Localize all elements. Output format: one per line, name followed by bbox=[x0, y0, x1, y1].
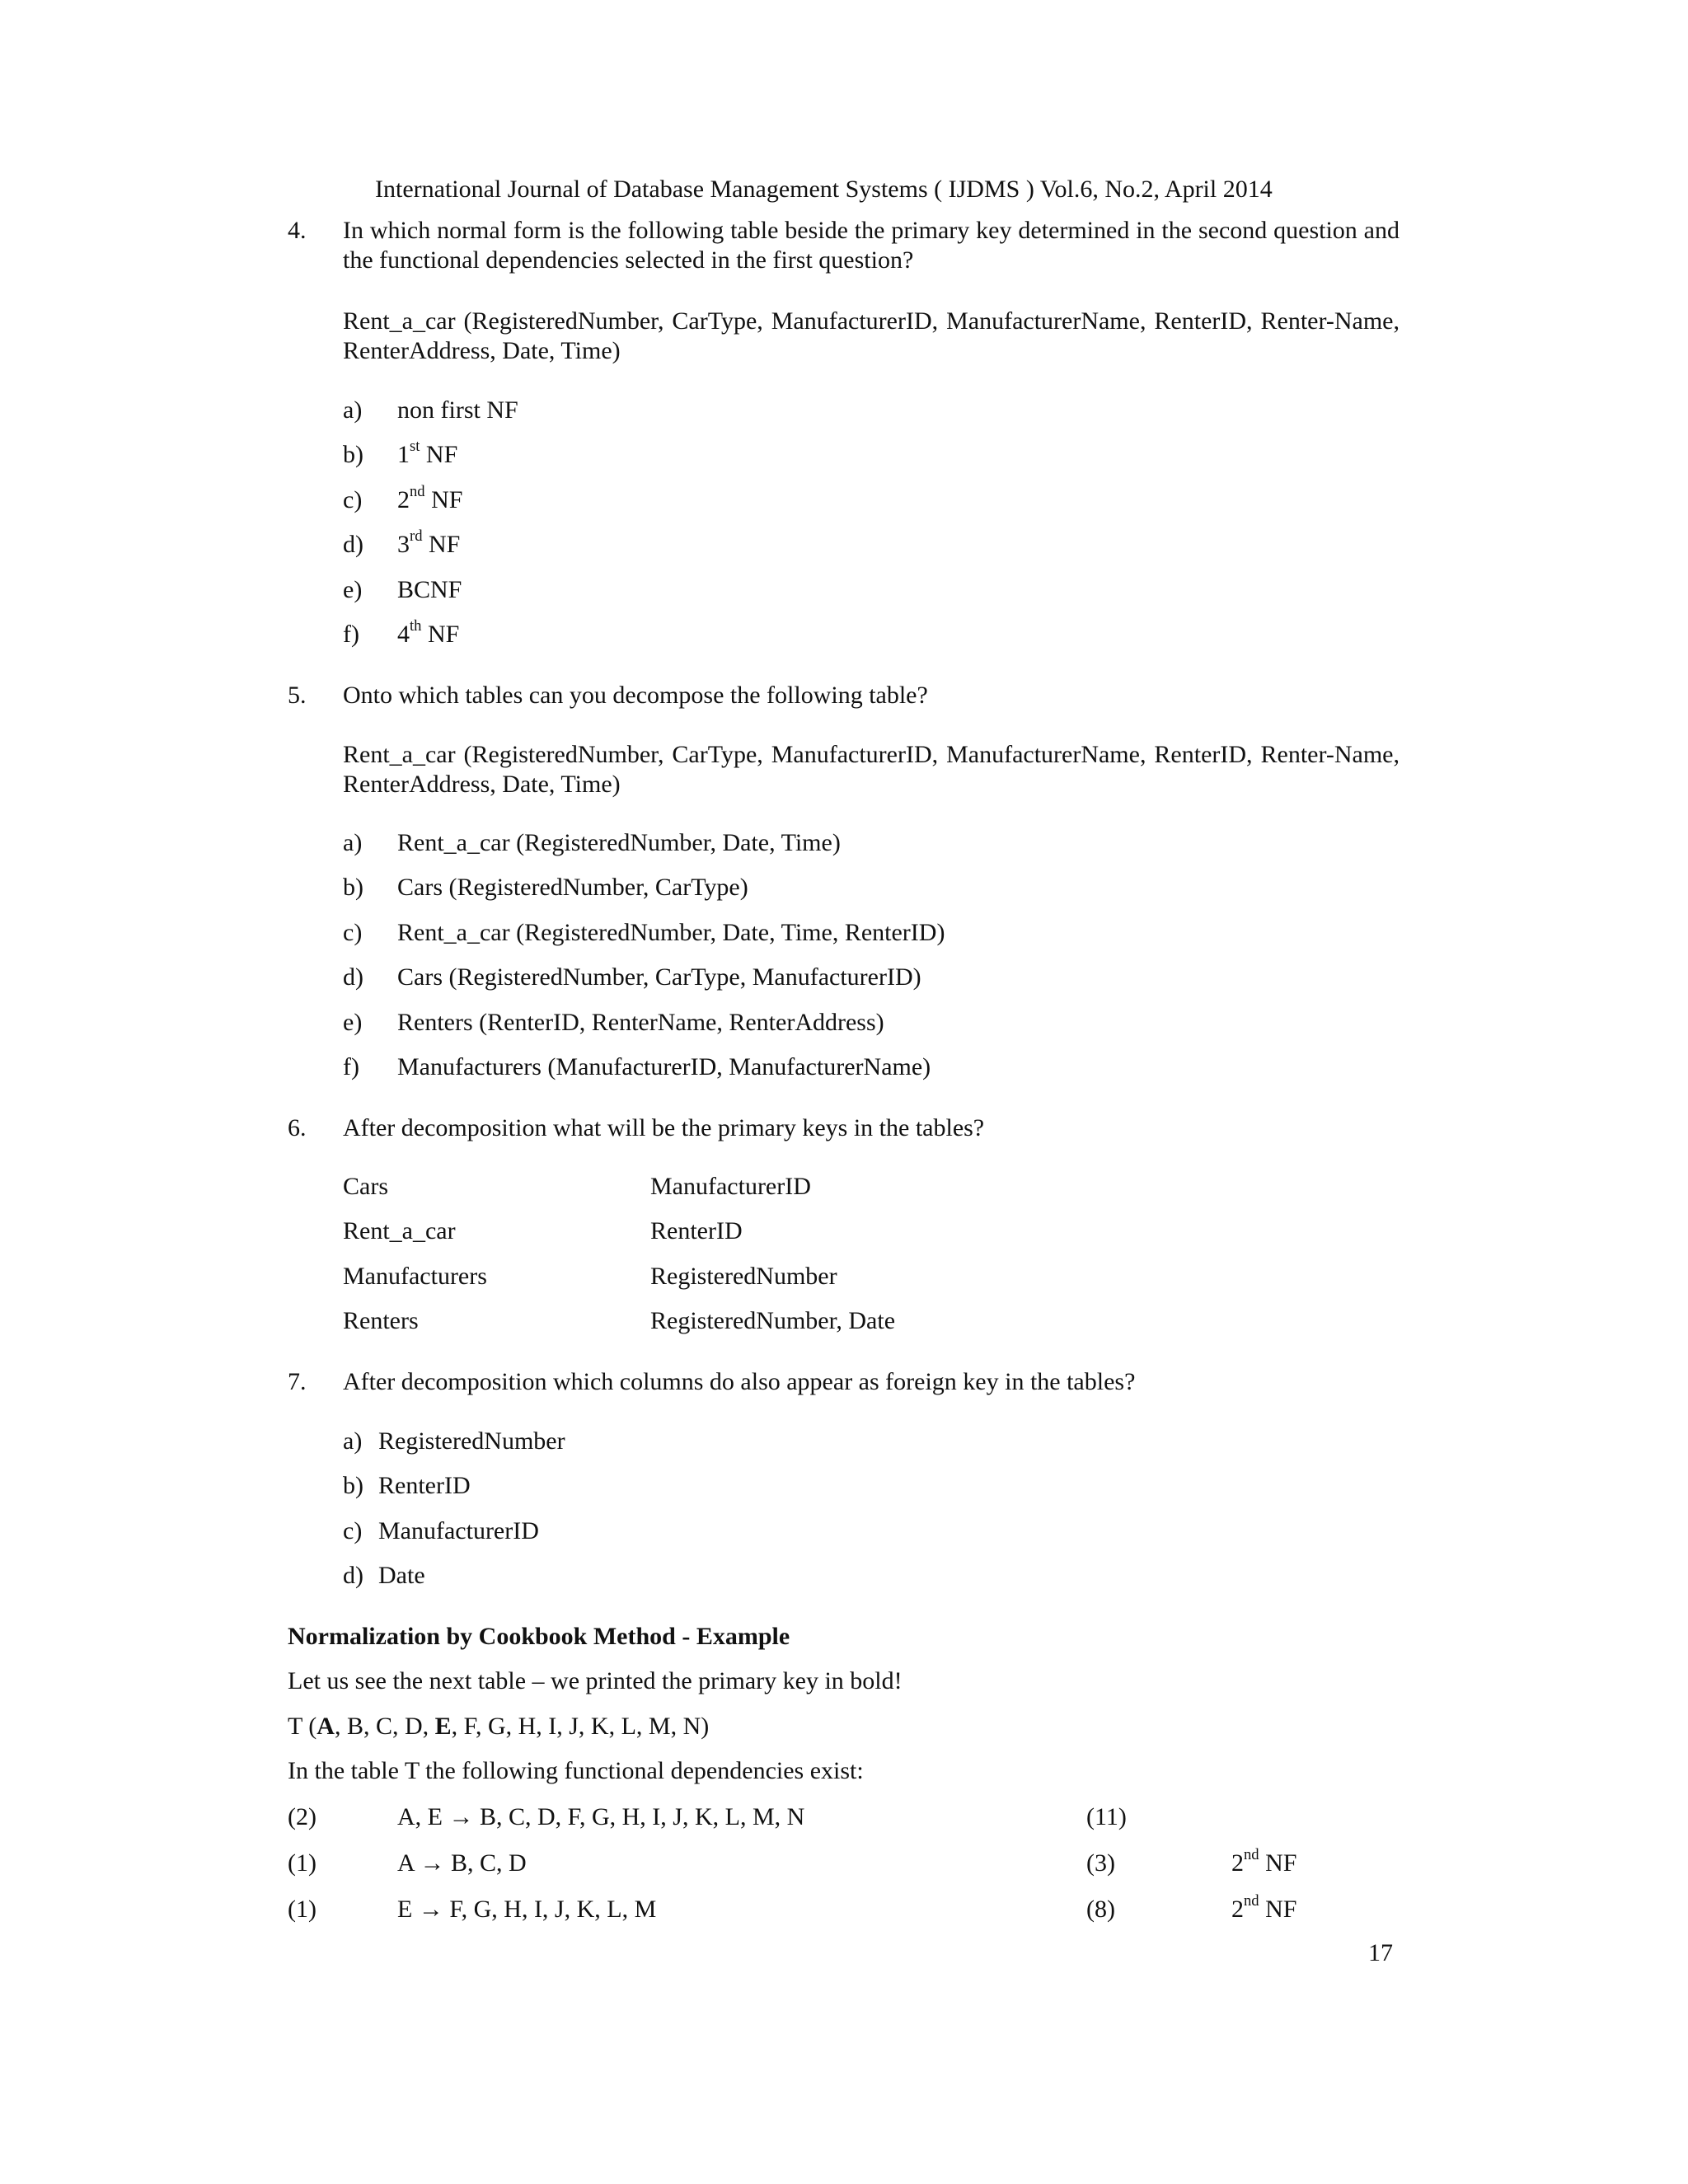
fd-normal-form: 2nd NF bbox=[1231, 1846, 1297, 1877]
question-5-relation: Rent_a_car (RegisteredNumber, CarType, ManufacturerID, ManufacturerName, RenterID, Renter-Name, RenterAddress, Date, Time) bbox=[343, 741, 1400, 798]
fd-expression: A → B, C, D bbox=[397, 1849, 527, 1877]
question-7-number: 7. bbox=[288, 1368, 307, 1395]
pk-key-option: RegisteredNumber bbox=[650, 1263, 837, 1290]
page-number: 17 bbox=[1368, 1939, 1393, 1966]
pk-table-name: Cars bbox=[343, 1173, 388, 1200]
pk-key-option: RegisteredNumber, Date bbox=[650, 1307, 896, 1334]
q4-option-label: b) bbox=[343, 441, 363, 468]
q4-option-label: f) bbox=[343, 621, 359, 648]
q7-option-label: a) bbox=[343, 1427, 363, 1455]
fd-dependent-count: (8) bbox=[1086, 1896, 1115, 1923]
question-6-number: 6. bbox=[288, 1114, 307, 1141]
q7-option-text: Date bbox=[378, 1562, 425, 1589]
q7-option-label: d) bbox=[343, 1562, 363, 1589]
running-header: International Journal of Database Management Systems ( IJDMS ) Vol.6, No.2, April 2014 bbox=[375, 176, 1273, 203]
q5-option-label: b) bbox=[343, 874, 363, 901]
q4-option-text: 3rd NF bbox=[397, 527, 461, 558]
q5-option-text: Cars (RegisteredNumber, CarType) bbox=[397, 874, 748, 901]
question-7-text: After decomposition which columns do also appear as foreign key in the tables? bbox=[343, 1368, 1136, 1395]
fd-expression: E → F, G, H, I, J, K, L, M bbox=[397, 1896, 657, 1923]
pk-key-option: ManufacturerID bbox=[650, 1173, 811, 1200]
fd-intro: In the table T the following functional dependencies exist: bbox=[288, 1757, 864, 1784]
fd-determinant-count: (2) bbox=[288, 1803, 316, 1830]
question-4-number: 4. bbox=[288, 217, 307, 244]
q5-option-label: a) bbox=[343, 829, 363, 856]
question-5-text: Onto which tables can you decompose the following table? bbox=[343, 682, 928, 709]
pk-key-option: RenterID bbox=[650, 1217, 743, 1244]
q4-option-label: d) bbox=[343, 531, 363, 558]
q5-option-text: Rent_a_car (RegisteredNumber, Date, Time, RenterID) bbox=[397, 919, 945, 946]
q4-option-text: non first NF bbox=[397, 396, 518, 424]
q4-option-text: 1st NF bbox=[397, 438, 458, 468]
pk-table-name: Rent_a_car bbox=[343, 1217, 456, 1244]
section-intro: Let us see the next table – we printed the primary key in bold! bbox=[288, 1667, 903, 1694]
question-6-text: After decomposition what will be the primary keys in the tables? bbox=[343, 1114, 985, 1141]
question-5-number: 5. bbox=[288, 682, 307, 709]
q4-option-label: e) bbox=[343, 576, 363, 603]
section-heading: Normalization by Cookbook Method - Example bbox=[288, 1623, 790, 1650]
fd-normal-form: 2nd NF bbox=[1231, 1892, 1297, 1923]
q4-option-label: c) bbox=[343, 486, 363, 513]
q7-option-text: ManufacturerID bbox=[378, 1517, 539, 1544]
q4-option-text: 2nd NF bbox=[397, 483, 463, 513]
question-4-relation: Rent_a_car (RegisteredNumber, CarType, ManufacturerID, ManufacturerName, RenterID, Renter-Name, RenterAddress, Date, Time) bbox=[343, 307, 1400, 364]
q4-option-text: 4th NF bbox=[397, 617, 460, 648]
q5-option-label: f) bbox=[343, 1053, 359, 1080]
fd-expression: A, E → B, C, D, F, G, H, I, J, K, L, M, N bbox=[397, 1803, 805, 1830]
q7-option-label: b) bbox=[343, 1472, 363, 1499]
q7-option-text: RenterID bbox=[378, 1472, 471, 1499]
primary-key-attribute: A bbox=[316, 1713, 335, 1740]
q5-option-label: e) bbox=[343, 1009, 363, 1036]
q7-option-label: c) bbox=[343, 1517, 363, 1544]
q7-option-text: RegisteredNumber bbox=[378, 1427, 565, 1455]
question-4-text: In which normal form is the following table beside the primary key determined in the second question and the functional dependencies selected in the first question? bbox=[343, 217, 1400, 274]
table-definition: T (A, B, C, D, E, F, G, H, I, J, K, L, M, N) bbox=[288, 1713, 710, 1740]
q5-option-text: Renters (RenterID, RenterName, RenterAddress) bbox=[397, 1009, 884, 1036]
q5-option-text: Manufacturers (ManufacturerID, ManufacturerName) bbox=[397, 1053, 931, 1080]
q5-option-text: Rent_a_car (RegisteredNumber, Date, Time) bbox=[397, 829, 841, 856]
fd-dependent-count: (11) bbox=[1086, 1803, 1127, 1830]
fd-dependent-count: (3) bbox=[1086, 1849, 1115, 1877]
pk-table-name: Renters bbox=[343, 1307, 419, 1334]
q5-option-label: d) bbox=[343, 963, 363, 991]
q4-option-label: a) bbox=[343, 396, 363, 424]
primary-key-attribute: E bbox=[434, 1713, 452, 1740]
q4-option-text: BCNF bbox=[397, 576, 462, 603]
fd-determinant-count: (1) bbox=[288, 1896, 316, 1923]
fd-determinant-count: (1) bbox=[288, 1849, 316, 1877]
q5-option-text: Cars (RegisteredNumber, CarType, ManufacturerID) bbox=[397, 963, 921, 991]
pk-table-name: Manufacturers bbox=[343, 1263, 487, 1290]
q5-option-label: c) bbox=[343, 919, 363, 946]
